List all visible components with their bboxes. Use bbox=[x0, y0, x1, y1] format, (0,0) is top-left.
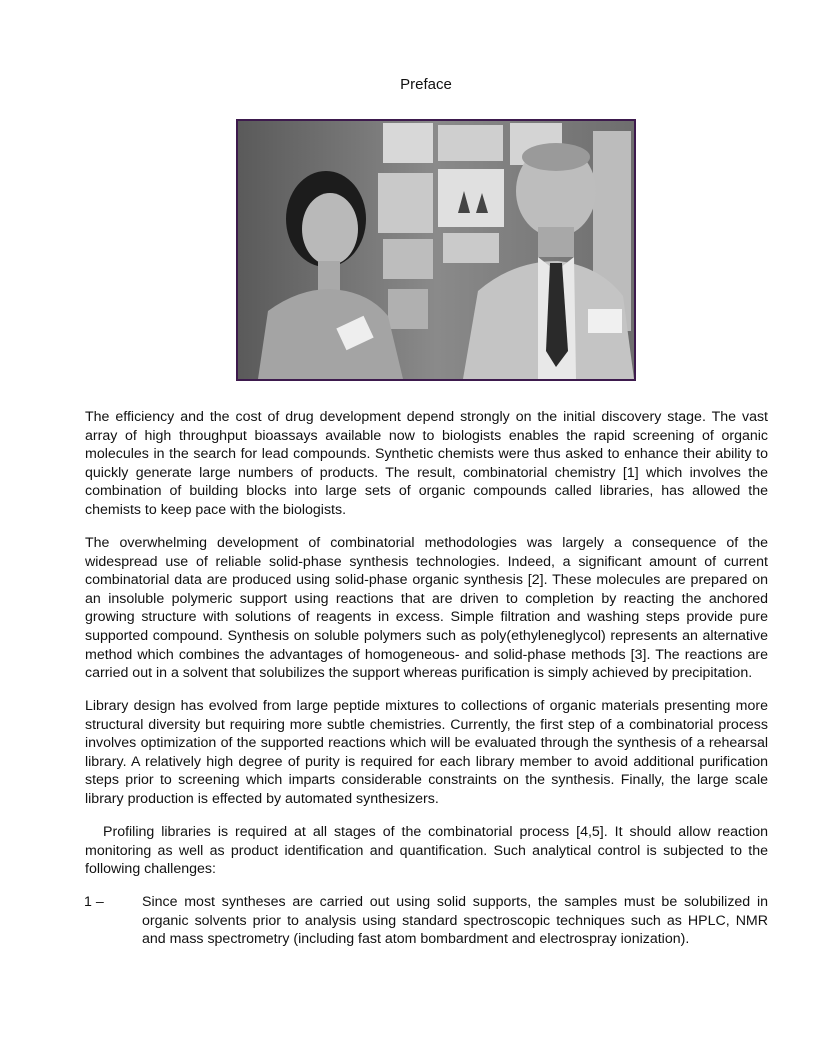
paragraph: The overwhelming development of combinatorial methodologies was largely a consequence of the widespread use of reliable solid-phase synthesis technologies. Indeed, a significant amount of current combinatorial data are produced using solid-phase organic synthesis [2]. These molecules are prepared on an insoluble polymeric support using reactions that are driven to completion by reacting the anchored growing structure with solutions of reagents in excess. Simple filtration and washing steps provide pure supported compound. Synthesis on soluble polymers such as poly(ethyleneglycol) represents an alternative method which combines the advantages of homogeneous- and solid-phase methods [3]. The reactions are carried out in a solvent that solubilizes the support whereas purification is simply achieved by precipitation. bbox=[85, 534, 768, 682]
paragraph: Profiling libraries is required at all stages of the combinatorial process [4,5]. It should allow reaction monitoring as well as product identification and quantification. Such analytical control is subjected to the following challenges: bbox=[85, 824, 768, 878]
photo-illustration bbox=[238, 121, 634, 379]
body-text bbox=[85, 408, 768, 949]
paragraph: The efficiency and the cost of drug development depend strongly on the initial discovery stage. The vast array of high throughput bioassays available now to biologists enables the rapid screening of organic molecules in the search for lead compounds. Synthetic chemists were thus asked to enhance their ability to quickly generate large numbers of products. The result, combinatorial chemistry [1] which involves the combination of building blocks into large sets of organic compounds called libraries, has allowed the chemists to keep pace with the biologists. bbox=[85, 409, 768, 518]
paragraph: Library design has evolved from large peptide mixtures to collections of organic materials presenting more structural diversity but requiring more subtle chemistries. Currently, the first step of a combinatorial process involves optimization of the supported reactions which will be evaluated through the synthesis of a rehearsal library. A relatively high degree of purity is required for each library member to avoid additional purification steps prior to screening which imparts considerable constraints on the synthesis. Finally, the large scale library production is effected by automated synthesizers. bbox=[85, 698, 768, 808]
list-item-text: Since most syntheses are carried out using solid supports, the samples must be solubilized in organic solvents prior to analysis using standard spectroscopic techniques such as HPLC, NMR and mass spectrometry (including fast atom bombardment and electrospray ionization). bbox=[142, 894, 768, 948]
portrait-photo bbox=[236, 119, 636, 381]
list-number: 1 – bbox=[84, 894, 104, 911]
page-title: Preface bbox=[400, 76, 452, 93]
list-item bbox=[85, 893, 768, 949]
